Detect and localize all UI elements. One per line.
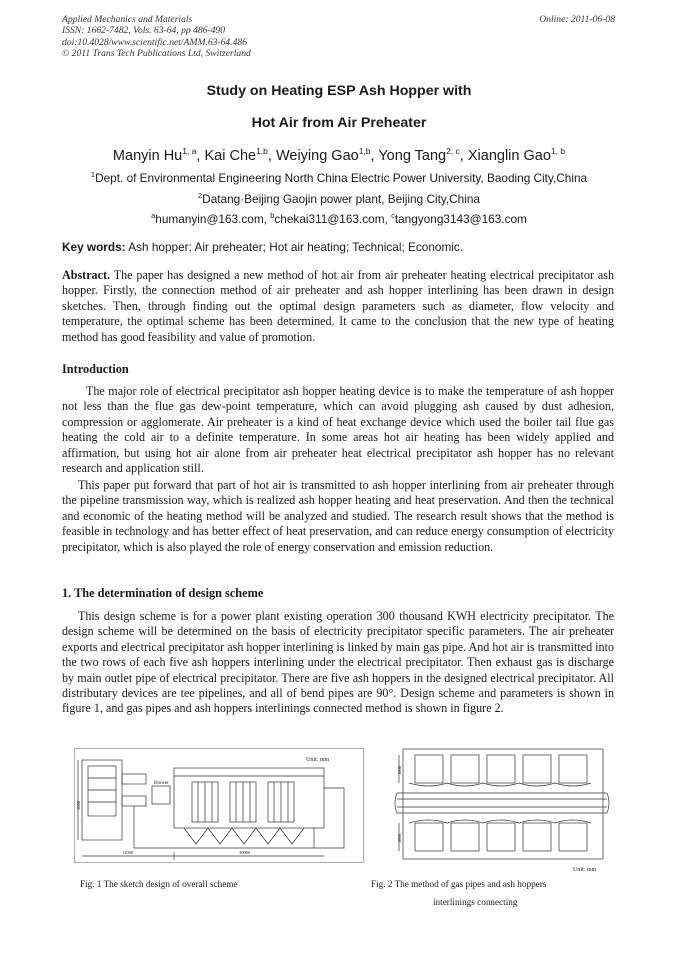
figure-2-sketch (393, 743, 615, 875)
affiliation-1 (0, 170, 678, 185)
aff-sup: 1 (90, 170, 96, 179)
fig1-blower-label: Blower (154, 781, 169, 786)
author: Weiying Gao (275, 147, 359, 164)
intro-paragraph-2 (62, 478, 614, 555)
author: Kai Che (204, 147, 257, 164)
fig2-dim-top: 1000 (397, 766, 402, 775)
fig1-dim-left: 12000 (122, 850, 134, 855)
email-sup: b (270, 211, 275, 220)
email-list (0, 211, 678, 226)
abstract-text: The paper has designed a new method of hot air from air preheater heating electrical precipitator ash hopper. Firstly, the connection method of air preheater and ash hopper interlining has been drawn in design sketches. Then, through finding out the optimal design parameters such as diameter, flow velocity and temperature, the optimal scheme has been determined. It came to the conclusion that the new type of heating method has good feasibility and value of promotion. (62, 268, 614, 344)
figure-1-sketch (74, 748, 364, 863)
fig1-dim-right: 30000 (239, 850, 251, 855)
paper-title-line1: Study on Heating ESP Ash Hopper with (206, 83, 472, 99)
keywords (62, 240, 463, 254)
fig2-caption-line2: interlinings connecting (433, 897, 518, 907)
online-date: Online: 2011-06-08 (539, 14, 615, 25)
section1-paragraph (62, 609, 614, 717)
doi: doi:10.4028/www.scientific.net/AMM.63-64.486 (62, 36, 248, 48)
fig2-caption-line1: Fig. 2 The method of gas pipes and ash hoppers (371, 879, 547, 889)
email-sup: a (151, 211, 156, 220)
author: Manyin Hu (112, 147, 183, 164)
aff-sup: 2 (198, 191, 203, 200)
fig2-unit: Unit: mm (573, 867, 597, 873)
author: Yong Tang (378, 147, 447, 164)
author-sup: 1, b (550, 146, 566, 156)
author-list: Manyin Hu$^{1, a}$, Kai Che$^{1,b}$, Weiying Gao$^{1,b}$, Yong Tang$^{2, c}$, Xianglin Gao$^{1, b}$ (112, 146, 566, 164)
email-sup: c (391, 211, 395, 220)
fig1-unit: Unit: mm (306, 757, 330, 763)
copyright: © 2011 Trans Tech Publications Ltd, Switzerland (62, 47, 251, 59)
author-sup: 1, a (182, 146, 197, 156)
email-link[interactable]: tangyong3143@163.com (394, 211, 527, 226)
abstract (62, 268, 614, 345)
issn: ISSN: 1662-7482, Vols. 63-64, pp 486-490 (62, 25, 226, 37)
author-sup: 1,b (256, 146, 268, 156)
intro-heading: Introduction (62, 362, 129, 376)
author-sup: 1,b (358, 146, 371, 156)
fig1-dim-vertical: 3000 (76, 801, 81, 810)
email-link[interactable]: humanyin@163.com, (155, 211, 271, 226)
author-sup: 2, c (446, 146, 460, 156)
intro-paragraph-1 (62, 384, 614, 476)
sec1-p1-text: This design scheme is for a power plant existing operation 300 thousand KWH electricity precipitator. The design scheme will be determined on the basis of electricity precipitator specific parameters. The air preheater exports and electrical precipitator ash hopper interlining is linked by main gas pipe. And hot air is transmitted into the two rows of each five ash hoppers interlining under the electrical precipitator. Then exhaust gas is discharge by main outlet pipe of electrical precipitator. There are five ash hoppers in the designed electrical precipitator. All distributary devices are tee pipelines, and all of bend pipes are 90°. Design scheme and parameters is shown in figure 1, and gas pipes and ash hoppers interlinings connected method is shown in figure 2. (62, 609, 614, 716)
journal-name: Applied Mechanics and Materials (62, 14, 193, 25)
intro-p2-text: This paper put forward that part of hot air is transmitted to ash hopper interlining from air preheater through the pipeline transmission way, which is realized ash hopper heating and heat preservation. And then the technical and economic of the heating method will be analyzed and studied. The research result shows that the method is feasible in technology and has better effect of heat preservation, and can reduce energy consumption of electricity precipitator, which is also played the role of energy conservation and emission reduction. (62, 478, 614, 554)
aff-text: Dept. of Environmental Engineering North China Electric Power University, Baoding City,China (95, 170, 588, 185)
abstract-label: Abstract. (62, 268, 111, 282)
keywords-text: Ash hopper; Air preheater; Hot air heating; Technical; Economic. (125, 240, 464, 254)
author: Xianglin Gao (467, 147, 551, 164)
email-link[interactable]: chekai311@163.com, (274, 211, 392, 226)
keywords-label: Key words: (62, 240, 126, 254)
intro-p1-text: The major role of electrical precipitator ash hopper heating device is to make the temperature of ash hopper not less than the flue gas dew-point temperature, which can avoid plugging ash caused by dust adhesion, compression or agglomerate. Air preheater is a kind of heat exchange device which used the boiler tail flue gas heating the cold air to a definite temperature. In some areas hot air heating has been widely applied and affirmation, but using hot air alone from air preheater heat electrical precipitator ash hopper has no relevant research and application still. (62, 384, 614, 476)
paper-title-line2: Hot Air from Air Preheater (251, 115, 427, 131)
journal-header (62, 14, 251, 59)
fig2-dim-bottom: 1000 (397, 834, 402, 843)
section1-heading: 1. The determination of design scheme (62, 586, 264, 600)
aff-text: Datang·Beijing Gaojin power plant, Beijing City,China (202, 191, 480, 206)
affiliation-2 (0, 191, 678, 206)
fig1-caption: Fig. 1 The sketch design of overall scheme (80, 879, 238, 889)
